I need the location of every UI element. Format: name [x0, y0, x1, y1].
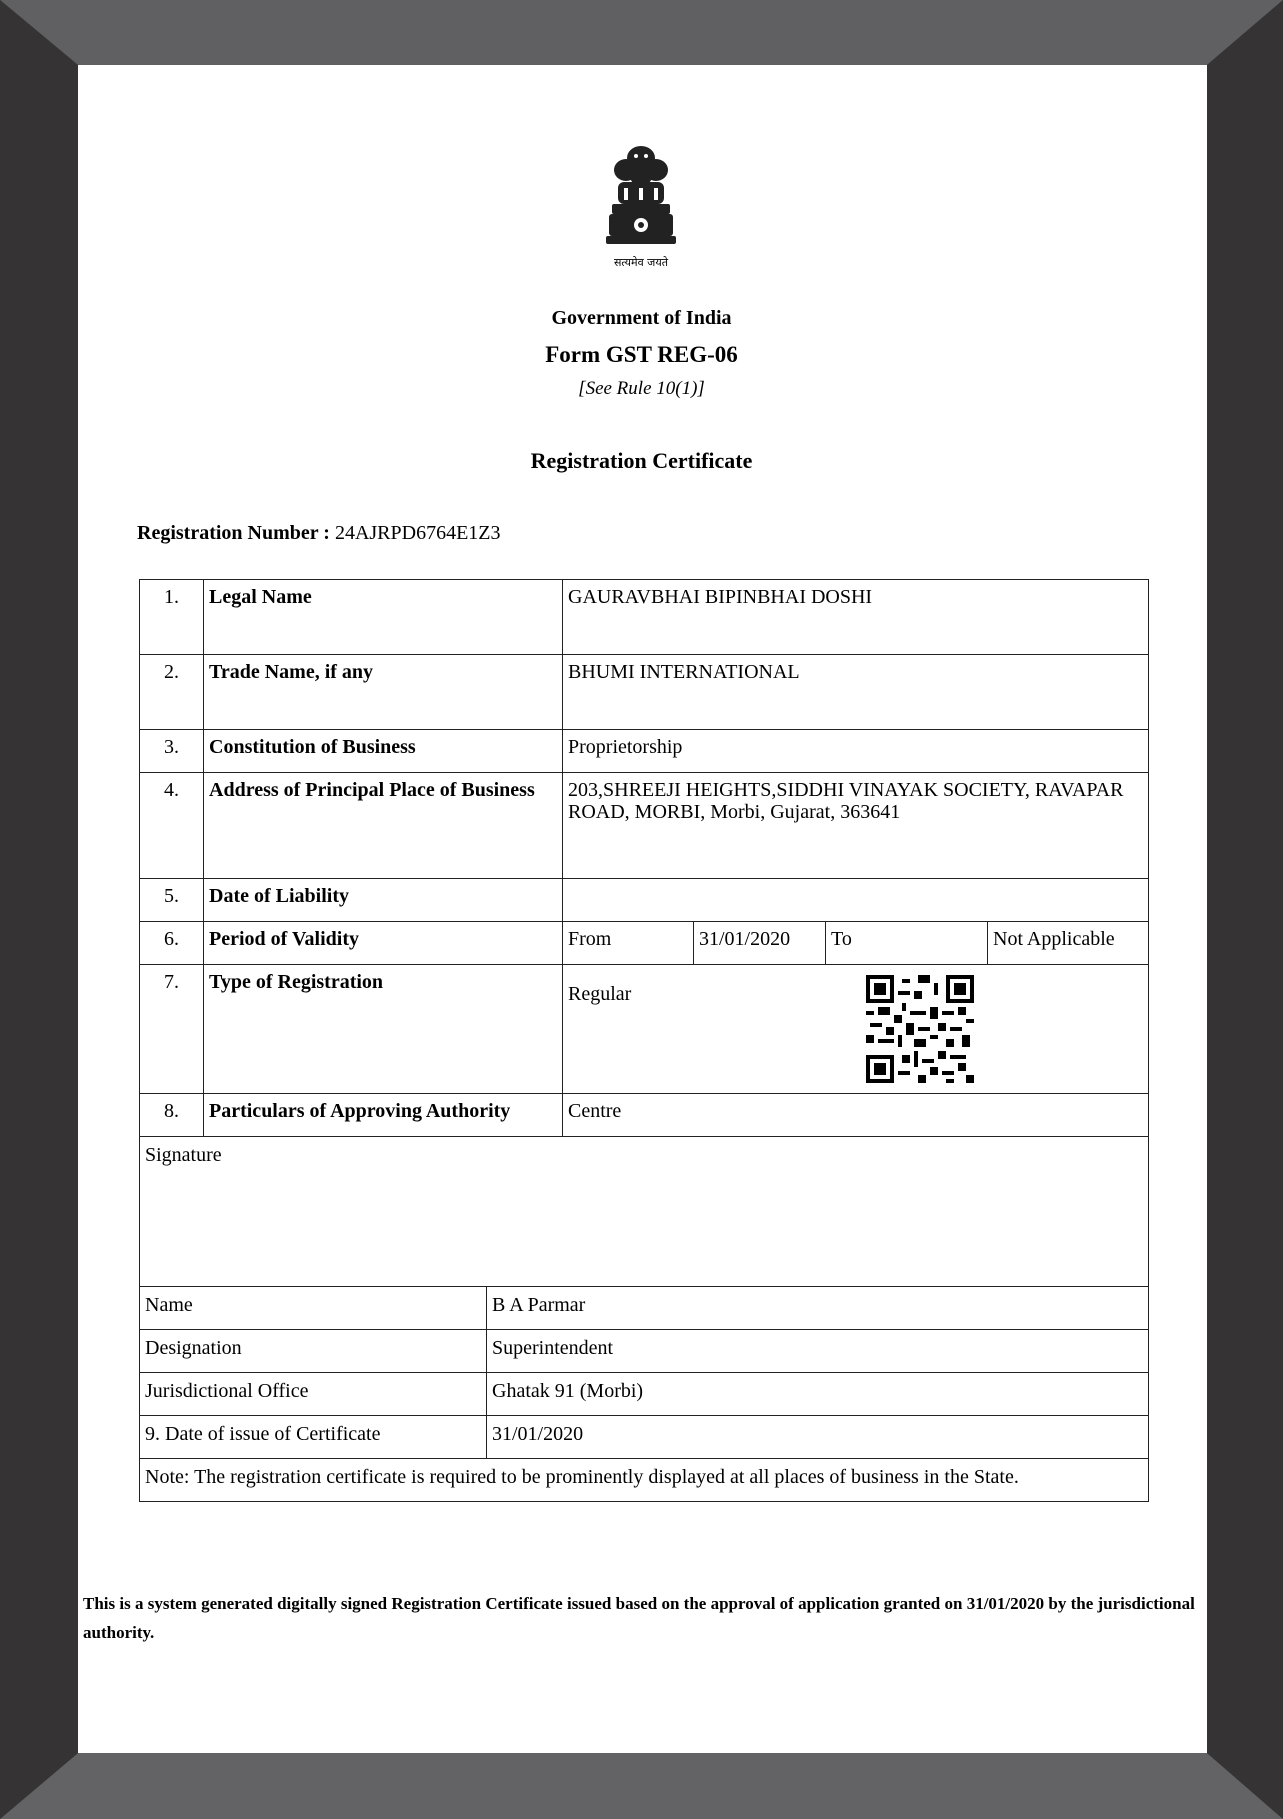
validity-from-date: 31/01/2020: [694, 922, 826, 965]
validity-to-label: To: [826, 922, 988, 965]
registration-number: [137, 522, 501, 545]
table-row: [140, 1287, 1149, 1330]
issue-date-value: 31/01/2020: [487, 1416, 1149, 1459]
signature-row: [140, 1137, 1149, 1287]
row-number: 7.: [140, 965, 204, 1094]
row-number: 3.: [140, 730, 204, 773]
table-row: [140, 965, 1149, 1094]
table-row: [140, 1094, 1149, 1137]
table-row: [140, 773, 1149, 879]
row-number: 1.: [140, 580, 204, 655]
row-value: Centre: [563, 1094, 1149, 1137]
row-number: 8.: [140, 1094, 204, 1137]
row-value: BHUMI INTERNATIONAL: [563, 655, 1149, 730]
row-value: 203,SHREEJI HEIGHTS,SIDDHI VINAYAK SOCIETY, RAVAPAR ROAD, MORBI, Morbi, Gujarat, 363641: [563, 773, 1149, 879]
table-row: [140, 1459, 1149, 1502]
government-heading: Government of India: [551, 307, 732, 329]
svg-text:सत्यमेव जयते: सत्यमेव जयते: [613, 256, 669, 269]
details-table: [139, 579, 1149, 1137]
system-generated-footer: This is a system generated digitally signed Registration Certificate issued based on the approval of application granted on 31/01/2020 by the jurisdictional authority.: [83, 1594, 1195, 1642]
table-row: [140, 879, 1149, 922]
table-row: [140, 1330, 1149, 1373]
row-label: Trade Name, if any: [204, 655, 563, 730]
national-emblem-icon: [598, 140, 684, 274]
row-value: [563, 879, 1149, 922]
validity-from-label: From: [563, 922, 694, 965]
row-label: Period of Validity: [204, 922, 563, 965]
row-number: 4.: [140, 773, 204, 879]
row-label: Type of Registration: [204, 965, 563, 1094]
table-row: [140, 655, 1149, 730]
row-label: Particulars of Approving Authority: [204, 1094, 563, 1137]
display-note: Note: The registration certificate is required to be prominently displayed at all places of business in the State.: [140, 1459, 1149, 1502]
issue-date-label: 9. Date of issue of Certificate: [140, 1416, 487, 1459]
qr-code-icon: [866, 975, 974, 1083]
jurisdictional-office-label: Jurisdictional Office: [140, 1373, 487, 1416]
table-row: [140, 730, 1149, 773]
table-row: [140, 922, 1149, 965]
row-value: [563, 965, 1149, 1094]
rule-reference: [See Rule 10(1)]: [578, 378, 705, 399]
jurisdictional-office-value: Ghatak 91 (Morbi): [487, 1373, 1149, 1416]
validity-to-value: Not Applicable: [988, 922, 1149, 965]
name-label: Name: [140, 1287, 487, 1330]
certificate-title: Registration Certificate: [530, 448, 753, 473]
designation-value: Superintendent: [487, 1330, 1149, 1373]
signature-box: Signature: [140, 1137, 1149, 1287]
name-value: B A Parmar: [487, 1287, 1149, 1330]
table-row: [140, 580, 1149, 655]
row-label: Date of Liability: [204, 879, 563, 922]
registration-type-value: Regular: [568, 983, 632, 1005]
row-number: 2.: [140, 655, 204, 730]
signatory-table: [139, 1136, 1149, 1502]
table-row: [140, 1416, 1149, 1459]
row-number: 5.: [140, 879, 204, 922]
row-value: GAURAVBHAI BIPINBHAI DOSHI: [563, 580, 1149, 655]
table-row: [140, 1373, 1149, 1416]
designation-label: Designation: [140, 1330, 487, 1373]
row-label: Legal Name: [204, 580, 563, 655]
row-number: 6.: [140, 922, 204, 965]
form-title: Form GST REG-06: [545, 342, 738, 367]
row-value: Proprietorship: [563, 730, 1149, 773]
registration-number-label: Registration Number :: [137, 522, 330, 544]
registration-number-value: 24AJRPD6764E1Z3: [334, 522, 501, 544]
row-label: Address of Principal Place of Business: [204, 773, 563, 879]
row-label: Constitution of Business: [204, 730, 563, 773]
